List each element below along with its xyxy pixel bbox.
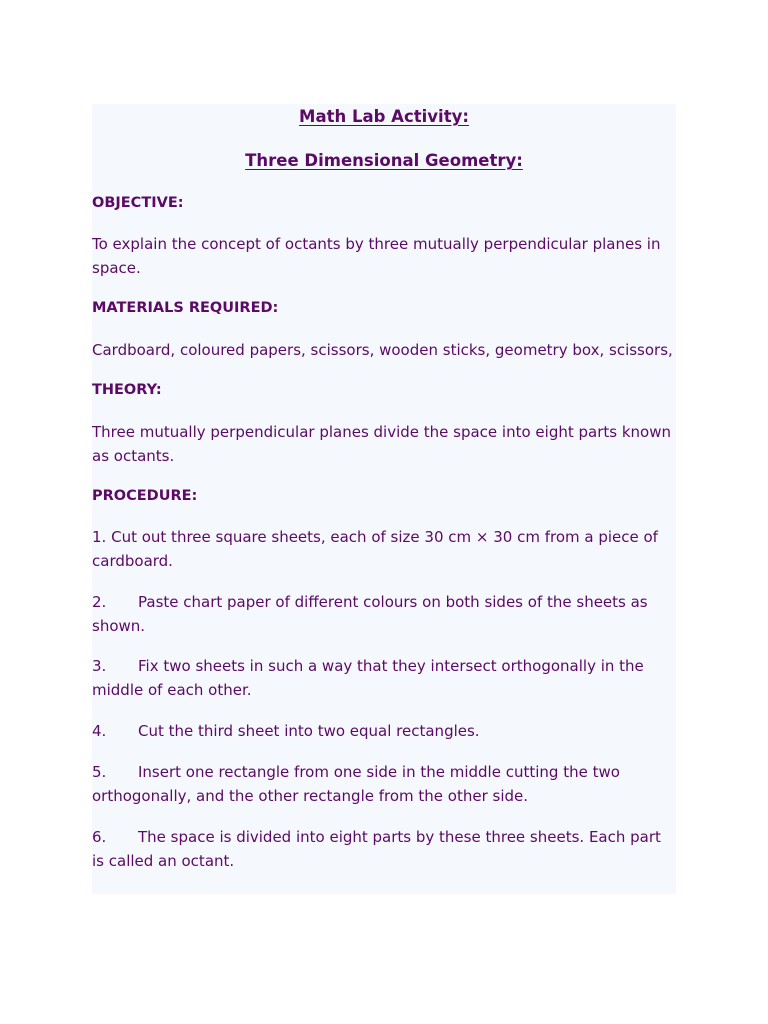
procedure-step — [92, 525, 676, 573]
objective-heading: OBJECTIVE: — [92, 195, 184, 211]
step-number: 2. — [92, 593, 107, 611]
materials-text: Cardboard, coloured papers, scissors, wooden sticks, geometry box, scissors, — [92, 341, 673, 359]
step-text: Insert one rectangle from one side in the middle cutting the two orthogonally, and the other rectangle from the other side. — [92, 763, 620, 805]
step-number: 4. — [92, 722, 107, 740]
procedure-step — [92, 825, 676, 873]
step-text: Cut the third sheet into two equal rectangles. — [138, 722, 480, 740]
procedure-step — [92, 590, 676, 638]
theory-heading: THEORY: — [92, 382, 162, 398]
content-panel — [92, 104, 676, 894]
step-text: Cut out three square sheets, each of size 30 cm × 30 cm from a piece of cardboard. — [92, 528, 658, 570]
theory-text: Three mutually perpendicular planes divide the space into eight parts known as octants. — [92, 423, 671, 465]
step-text: The space is divided into eight parts by these three sheets. Each part is called an octant. — [92, 828, 661, 870]
materials-heading: MATERIALS REQUIRED: — [92, 300, 279, 316]
page-title: Math Lab Activity: — [299, 107, 469, 126]
procedure-step — [92, 654, 676, 702]
step-number: 3. — [92, 657, 107, 675]
procedure-step — [92, 760, 676, 808]
step-number: 5. — [92, 763, 107, 781]
objective-text: To explain the concept of octants by three mutually perpendicular planes in space. — [92, 235, 661, 277]
procedure-heading: PROCEDURE: — [92, 488, 198, 504]
step-number: 6. — [92, 828, 107, 846]
procedure-step — [92, 719, 676, 743]
step-number: 1. — [92, 528, 107, 546]
step-text: Paste chart paper of different colours on both sides of the sheets as shown. — [92, 593, 648, 635]
page-subtitle: Three Dimensional Geometry: — [245, 151, 523, 170]
step-text: Fix two sheets in such a way that they intersect orthogonally in the middle of each other. — [92, 657, 644, 699]
